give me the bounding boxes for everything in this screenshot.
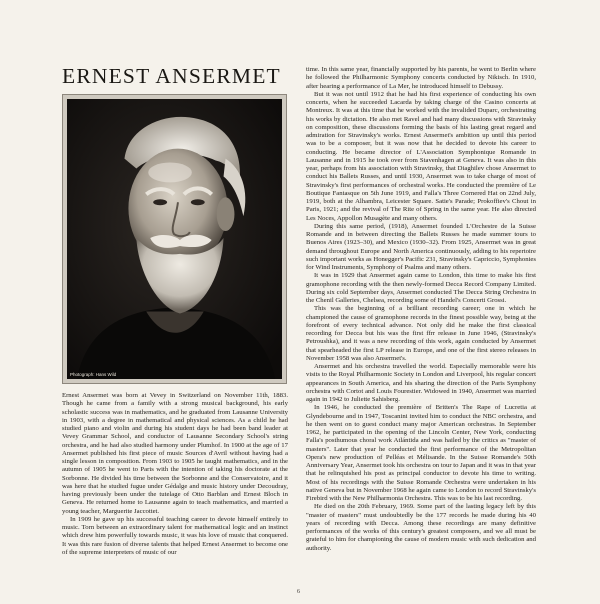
page-number: 6 [297,589,300,595]
body-paragraph: In 1946, he conducted the première of Britten's The Rape of Lucretia at Glyndebourne and in 1947, Toscanini invited him to conduct the NBC orchestra, and he then went on to guest conduct many major American orchestras. In September 1962, he participated in the opening of the Lincoln Center, New York, conducting Falla's posthumous choral work Atlántida and was hailed by the critics as "master of masters". Later that year he conducted the first performance of the Metropolitan Opera's new production of Pelléas et Mélisande. In the Suisse Romande's 50th Anniversary Year, Ansermet took his orchestra on tour to Japan and it was in that year that he relinquished his post as principal conductor to devote his time to writing. Most of his recordings with the Suisse Romande Orchestra were undertaken in his native Geneva but in November 1968 he again came to London to record Stravinsky's Firebird with the New Philharmonia Orchestra. This was to be his last recording. [306,404,536,502]
left-text-column [62,392,288,588]
portrait-photo-frame [62,94,287,384]
body-paragraph: It was in 1929 that Ansermet again came to London, this time to make his first gramophone recording with the then newly-formed Decca Record Company Limited. During six cold September days, Ansermet conducted The Decca String Orchestra in the Chenil Galleries, Chelsea, recording some of Handel's Concerti Grossi. [306,272,536,304]
body-paragraph: Ansermet and his orchestra travelled the world. Especially memorable were his visits to the Royal Philharmonic Society in London and Liverpool, his regular concert appearances in South America, and his sharing the direction of the Paris Symphony orchestra with Cortot and Louis Fourestier. Widowed in 1940, Ansermet was married again in 1942 to Juliette Sahisberg. [306,363,536,403]
body-paragraph: But it was not until 1912 that he had his first experience of conducting his own concerts, when he succeeded Lacarda by taking charge of the Casino concerts at Montreux. It was at this time that he worked with the invalided Duparc, orchestrating his works by dictation. He also met Ravel and had many discussions with Stravinsky on composition, these discussions forming the basis of his lasting great regard and admiration for Stravinsky's works. Ernest Ansermet's ambition up until this period was to be a composer, but it was now that he decided to devote his career to conducting. He became director of L'Association Symphonique Romande in Lausanne and in 1915 he took over from Stavenhagen at Geneva. It was also in this year, perhaps from his association with Stravinsky, that Diaghilev chose Ansermet to conduct his Ballets Russes, and until 1930, Ansermet was to take charge of most of Stravinsky's first performances of orchestral works. He conducted the première of Le Boutique Fantasque on 5th June 1919, and Falla's Three Cornered Hat on 22nd July, 1919, both at the Alhambra, Leicester Square. Satie's Parade; Prokoffiev's Chout in Paris, 1921; and the revival of The Rite of Spring in the same year. He also directed Les Noces, Appollon Musagète and many others. [306,90,536,222]
body-paragraph: time. In this same year, financially supported by his parents, he went to Berlin where he followed the Philharmonic Symphony concerts conducted by Nikisch. In 1910, after hearing a performance of La Mer, he introduced himself to Debussy. [306,66,536,90]
right-text-column [306,66,536,592]
body-paragraph: Ernest Ansermet was born at Vevey in Switzerland on November 11th, 1883. Though he came from a family with a strong musical background, his early scholastic success was in mathematics, and he graduated from Lausanne University in 1903, with a degree in mathematical and physical sciences. As a child he had studied piano and violin and during his student days he had been band leader at Vevey Grammar School, and conductor of Lausanne Secondary School's string orchestra, and he had also studied harmony under Plumhof. In 1900 at the age of 17 Ansermet published his first piece of music Sources d'Avril without having had a single lesson in composition. From 1903 to 1905 he taught mathematics, and in the autumn of 1905 he went to Paris with the intention of taking his doctorate at the Sorbonne. He divided his time between the Sorbonne and the Conservatoire, and it was here that he studied fugue under Gédalge and music history under Decoudray, having previously been under the tutelage of Otto Barblan and Ernest Bloch in Geneva. He returned home to Lausanne again to teach mathematics, and married a young teacher, Marguerite Jaccottet. [62,392,288,515]
portrait-illustration [67,99,282,379]
photo-credit: Photograph: Hans Wild [70,372,117,377]
body-paragraph: In 1909 he gave up his successful teaching career to devote himself entirely to music. Torn between an extraordinary talent for mathematical logic and an instinct which drew him powerfully towards music, it was his love of music that conquered. It was this rare fusion of diverse talents that helped Ernest Ansermet to become one of the supreme interpreters of music of our [62,515,288,556]
portrait-photo [67,99,282,379]
article-title: ERNEST ANSERMET [62,64,281,88]
body-paragraph: During this same period, (1918), Ansermet founded L'Orchestre de la Suisse Romande and in between directing the Ballets Russes he made summer tours to Buenos Aires (1923–30), and Mexico (1930–32). From 1925, Ansermet was in great demand throughout Europe and North America continuously, adding to his repertoire such important works as Honegger's Pacific 231, Stravinsky's Capriccio, Symphonies for Wind Instruments, Symphony of Psalms and many others. [306,222,536,271]
body-paragraph: He died on the 20th February, 1969. Some part of the lasting legacy left by this "master of masters" must undoubtedly be the 177 records he made during his 40 years of recording with Decca. Among these recordings are many definitive performances of the works of this century's greatest composers, and we all must be grateful to him for championing the cause of modern music with such dedication and authority. [306,503,536,552]
body-paragraph: This was the beginning of a brilliant recording career; one in which he championed the cause of gramophone records in the finest possible way, being at the forefront of every technical advance. Not only did he make the first classical recording for Decca but his was the first ffrr release in June 1946, (Stravinsky's Petroushka), and it was a new recording of this work, again conducted by Ansermet that spearheaded the first LP release in Europe, and one of the first stereo releases in November 1958 was also Ansermet's. [306,305,536,362]
